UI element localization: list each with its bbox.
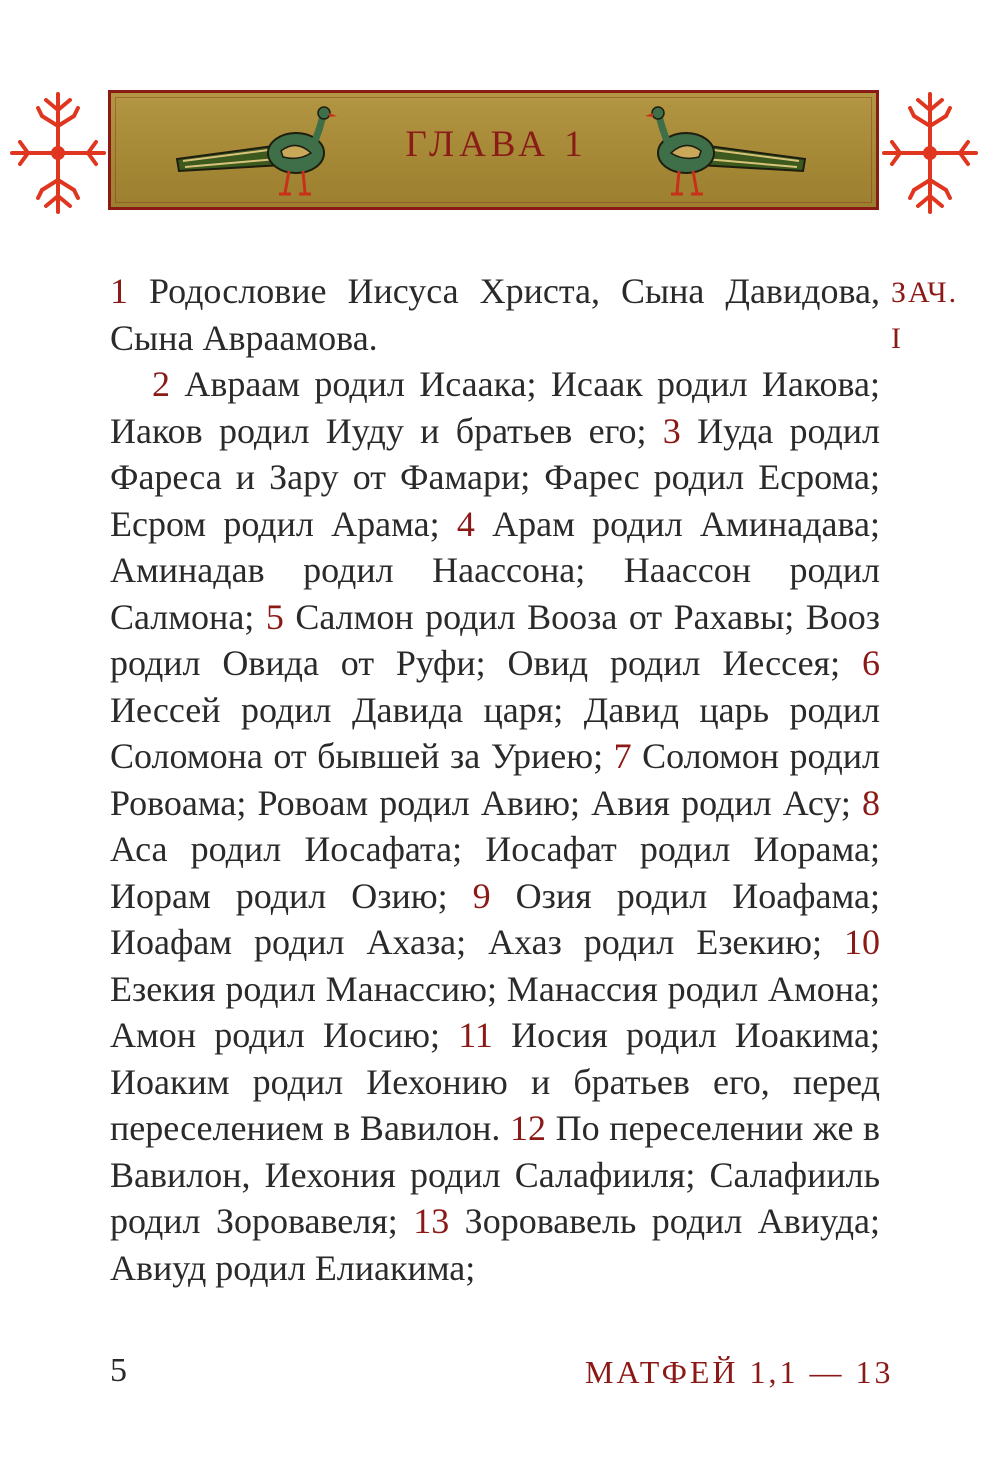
verse-text: Иессей родил Давида царя; Давид царь родил Соломона от бывшей за Уриею; (110, 689, 880, 776)
verse-paragraph (110, 361, 880, 1291)
reading-marker-label: ЗАЧ. (891, 276, 959, 309)
verse-text: Авраам родил Исаака; Исаак родил Иакова; Иаков родил Иуду и братьев его; (110, 364, 881, 451)
verse-text: По переселении же в Вавилон, Иехония родил Салафииля; Салафииль родил Зоровавеля; (110, 1108, 881, 1241)
verse-text: Арам родил Аминадава; Аминадав родил Наассона; Наассон родил Салмона; (110, 503, 881, 637)
verse-text: Соломон родил Ровоама; Ровоам родил Авию; Авия родил Асу; (110, 736, 880, 823)
verse-text: Иосия родил Иоакима; Иоаким родил Иехонию и братьев его, перед переселением в Вавилон. (110, 1015, 881, 1148)
verse-text: Иуда родил Фареса и Зару от Фамари; Фарес родил Есрома; Есром родил Арама; (110, 410, 881, 544)
verse-number: 8 (862, 782, 881, 823)
verse-number: 4 (456, 503, 475, 544)
verse-number: 1 (110, 271, 128, 311)
verse-number: 2 (152, 364, 170, 404)
reading-marker (891, 270, 981, 362)
verse-number: 7 (613, 736, 632, 776)
peacock-left-icon (171, 101, 341, 201)
verse-number: 10 (844, 922, 881, 962)
verse-number: 6 (862, 643, 880, 683)
verse-number: 11 (458, 1015, 493, 1055)
chapter-title: ГЛАВА 1 (405, 124, 588, 165)
verse-text: Зоровавель родил Авиуда; Авиуд родил Елиакима; (110, 1201, 881, 1288)
verse-number: 9 (472, 875, 491, 916)
verse-number: 5 (265, 596, 284, 637)
verse-number: 3 (662, 410, 681, 451)
verse-paragraph (110, 268, 880, 361)
chapter-banner (108, 90, 879, 210)
chapter-header (0, 82, 1000, 222)
peacock-right-icon (641, 101, 811, 201)
page-number: 5 (110, 1352, 127, 1389)
verse-number: 12 (510, 1108, 547, 1148)
verse-text: Озия родил Иоафама; Иоафам родил Ахаза; Ахаз родил Езекию; (110, 875, 881, 962)
floral-ornament-right-icon (880, 90, 980, 216)
verse-text: Салмон родил Вооза от Рахавы; Вооз родил Овида от Руфи; Овид родил Иессея; (110, 596, 880, 683)
verse-text: Аса родил Иосафата; Иосафат родил Иорама; Иорам родил Озию; (110, 829, 880, 916)
scripture-text (110, 268, 880, 1291)
running-reference: МАТФЕЙ 1,1 — 13 (585, 1354, 894, 1390)
verse-number: 13 (413, 1201, 450, 1241)
verse-text: Родословие Иисуса Христа, Сына Давидова, Сына Авраамова. (110, 271, 881, 358)
verse-text: Езекия родил Манассию; Манассия родил Амона; Амон родил Иосию; (110, 968, 880, 1055)
reading-marker-number: I (891, 322, 903, 355)
floral-ornament-left-icon (8, 90, 108, 216)
